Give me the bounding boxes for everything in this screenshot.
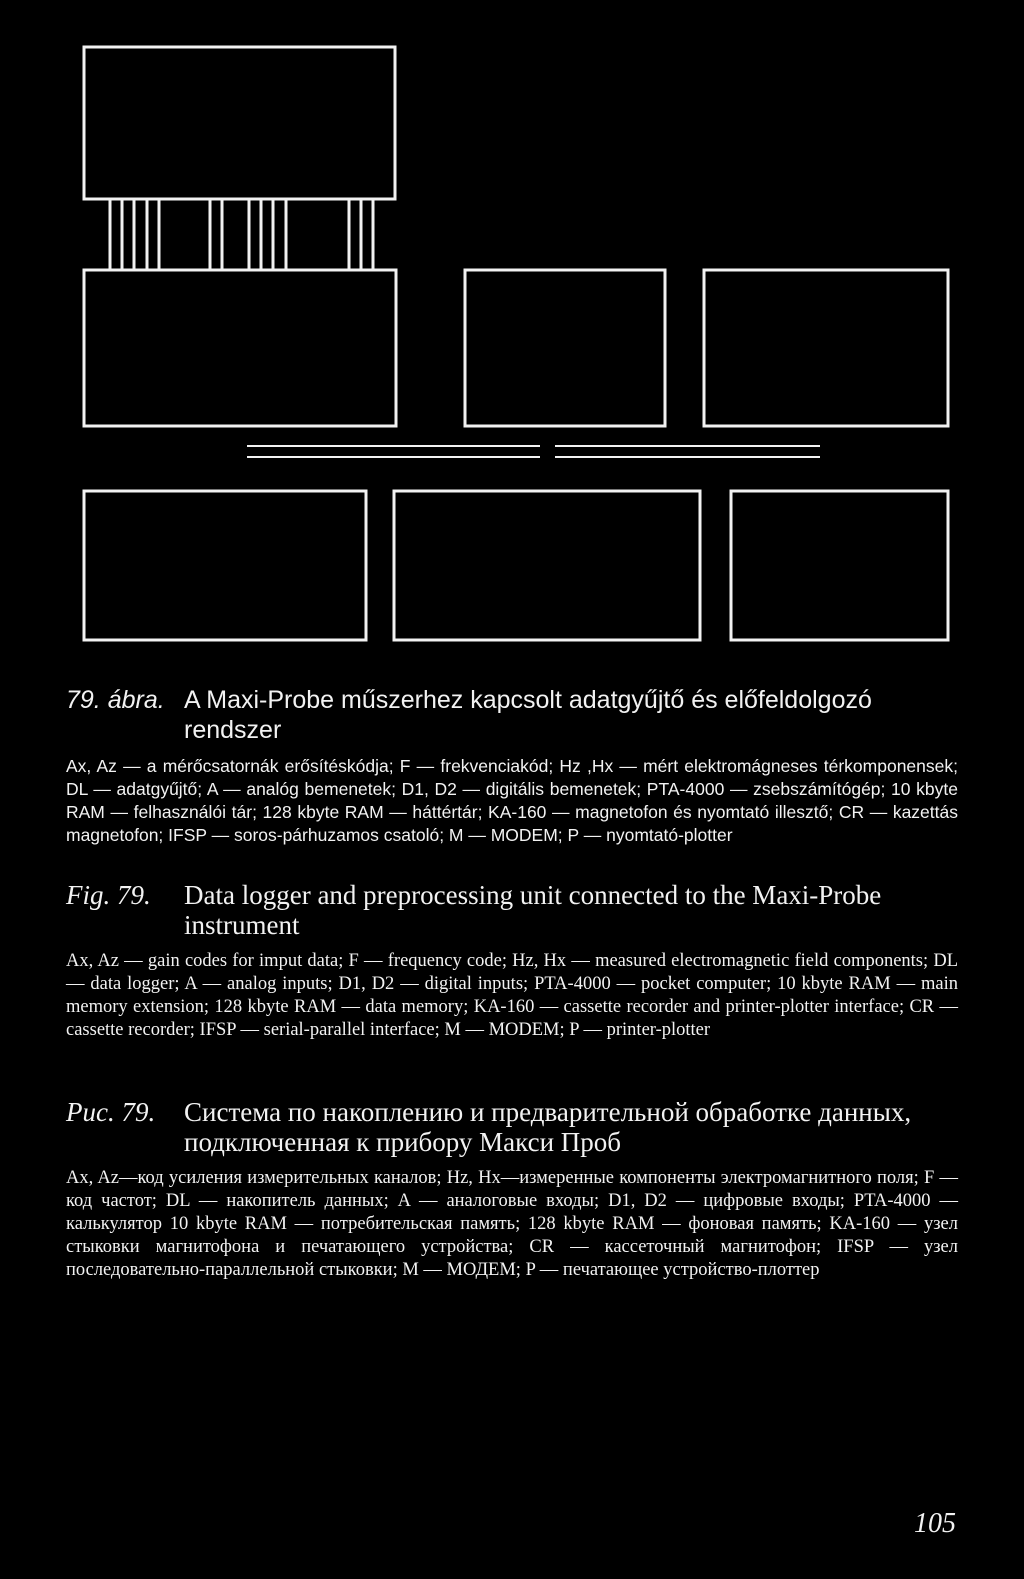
block-middle-center	[465, 270, 665, 426]
block-middle-left	[84, 270, 396, 426]
caption-hungarian	[66, 685, 958, 847]
block-diagram	[0, 0, 1024, 660]
figure-title: A Maxi-Probe műszerhez kapcsolt adatgyűjtő és előfeldolgozó rendszer	[184, 686, 872, 744]
figure-number: 79. ábra.	[66, 686, 165, 714]
caption-english	[66, 880, 958, 1042]
figure-number: Рис. 79.	[66, 1097, 156, 1127]
block-top	[84, 47, 395, 199]
figure-title: Data logger and preprocessing unit connected to the Maxi-Probe instrument	[184, 880, 882, 940]
bus-lines	[247, 446, 820, 457]
block-bottom-center	[394, 491, 700, 640]
figure-legend: Ax, Az — gain codes for imput data; F — frequency code; Hz, Hx — measured electromagnetic field components; DL — data logger; A — analog inputs; D1, D2 — digital inputs; PTA-4000 — pocket computer; 10 kbyte RAM — main memory extension; 128 kbyte RAM — data memory; KA-160 — cassette recorder and printer-plotter interface; CR — cassette recorder; IFSP — serial-parallel interface; M — MODEM; P — printer-plotter	[66, 951, 958, 1040]
figure-legend: Ax, Az—код усиления измерительных каналов; Hz, Hx—измеренные компоненты электромагнитного поля; F — код частот; DL — накопитель данных; A — аналоговые входы; D1, D2 — цифровые входы; PTA-4000 — калькулятор 10 kbyte RAM — потребительская память; 128 kbyte RAM — фоновая память; KA-160 — узел стыковки магнитофона и печатающего устройства; CR — кассеточный магнитофон; IFSP — узел последовательно-параллельной стыковки; M — МОДЕМ; P — печатающее устройство-плоттер	[66, 1168, 958, 1280]
block-middle-right	[704, 270, 948, 426]
figure-legend: Ax, Az — a mérőcsatornák erősítéskódja; F — frekvenciakód; Hz ,Hx — mért elektromágneses térkomponensek; DL — adatgyűjtő; A — analóg bemenetek; D1, D2 — digitális bemenetek; PTA-4000 — zsebszámítógép; 10 kbyte RAM — felhasználói tár; 128 kbyte RAM — háttértár; KA-160 — magnetofon és nyomtató illesztő; CR — kazettás magnetofon; IFSP — soros-párhuzamos csatoló; M — MODEM; P — nyomtató-plotter	[66, 756, 958, 845]
block-bottom-left	[84, 491, 366, 640]
page-number: 105	[914, 1508, 956, 1539]
caption-russian	[66, 1097, 958, 1282]
figure-number: Fig. 79.	[66, 880, 151, 910]
connector-ribbon	[110, 199, 373, 270]
figure-title: Система по накоплению и предварительной обработке данных, подключенная к прибору Макси Проб	[184, 1097, 912, 1157]
block-bottom-right	[731, 491, 948, 640]
